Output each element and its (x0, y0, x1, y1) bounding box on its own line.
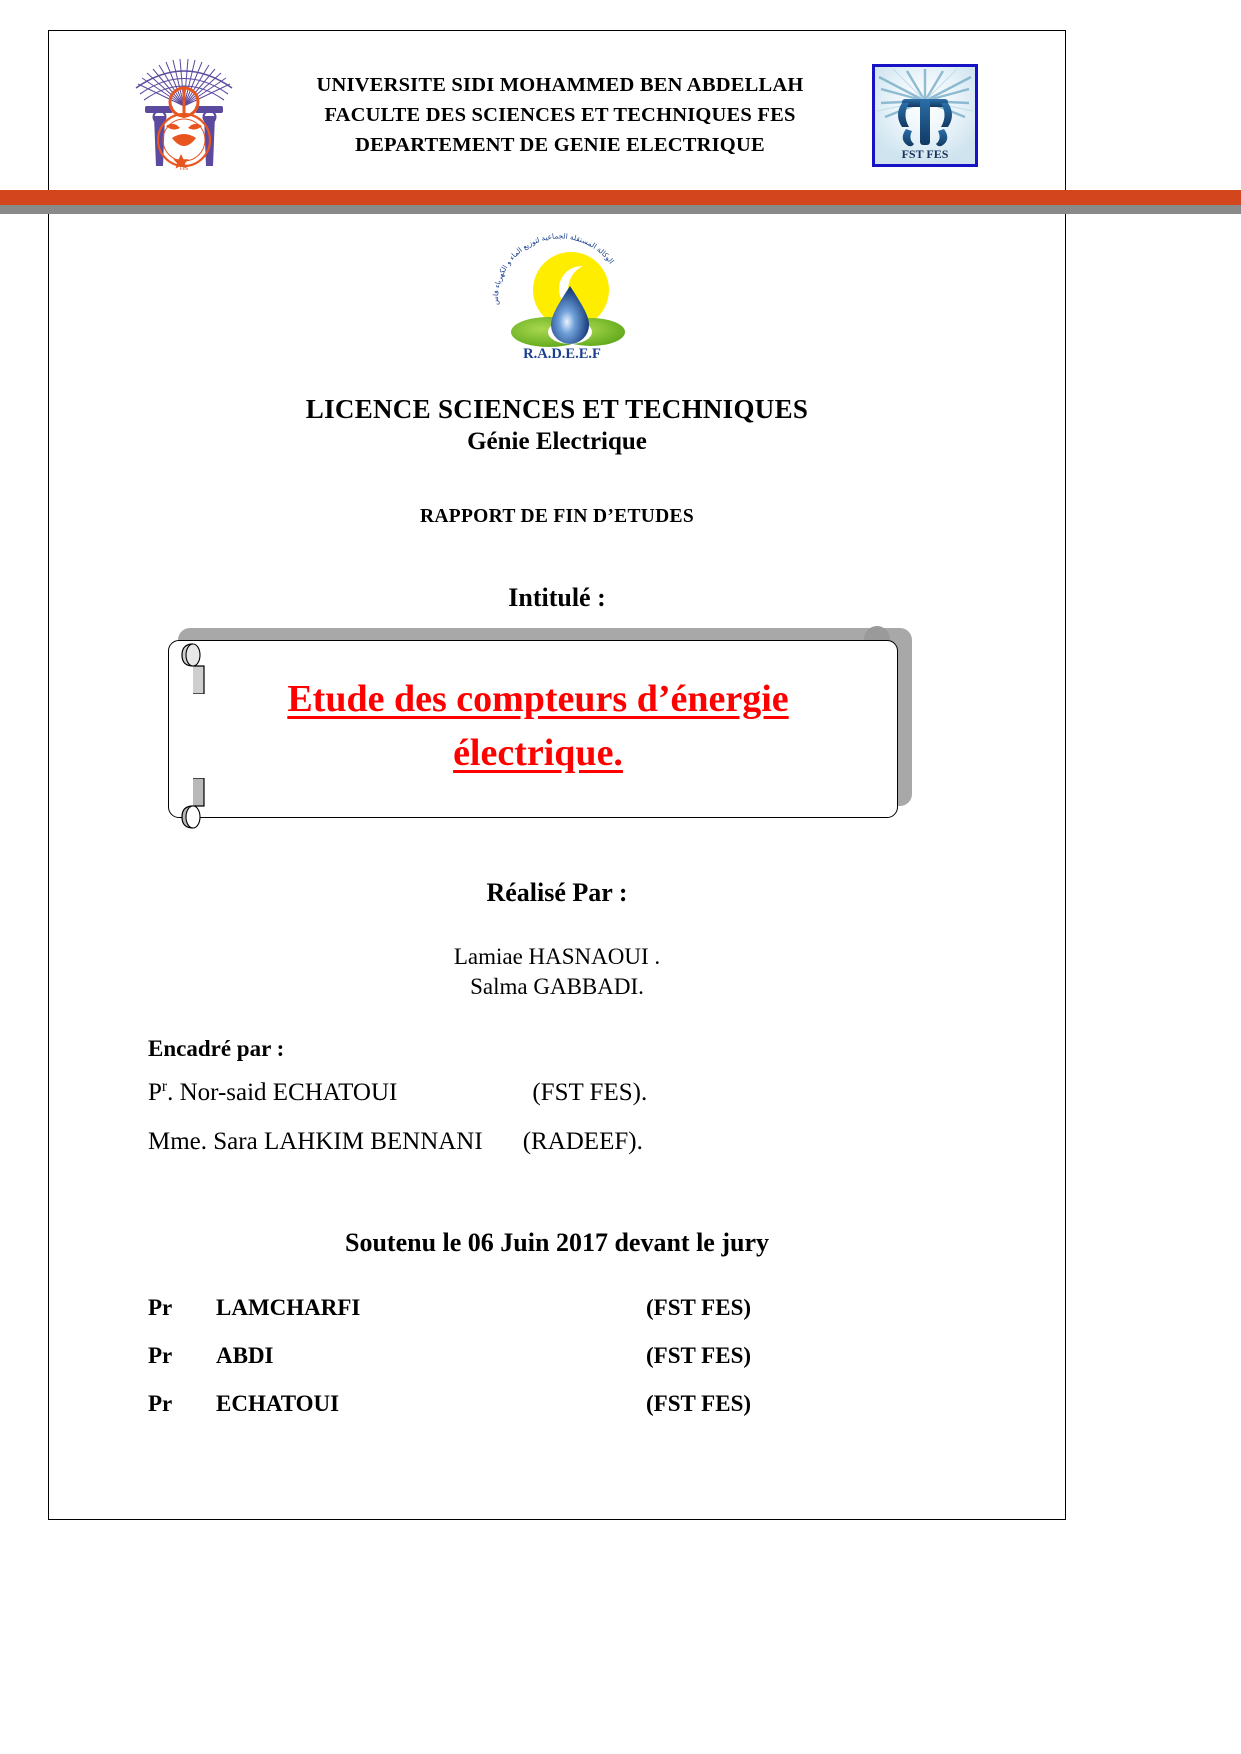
radeef-arabic-text: الوكالة المستقلة الجماعية لتوزيع الماء و الكهرباء فاس (490, 231, 616, 306)
report-title-line1: Etude des compteurs d’énergie (287, 678, 789, 720)
supervisor-row-2 (148, 1128, 643, 1156)
supervisor-1-title-sup: r (161, 1078, 168, 1095)
supervisor-1-affiliation: (FST FES). (532, 1079, 648, 1107)
jury-3-name: ECHATOUI (216, 1391, 340, 1416)
degree-heading: LICENCE SCIENCES ET TECHNIQUES (305, 394, 809, 424)
radeef-logo (487, 228, 637, 363)
jury-3-rank: Pr (148, 1391, 173, 1416)
institution-title-block (250, 70, 870, 160)
table-row (148, 1332, 918, 1380)
supervisor-row-1 (148, 1078, 647, 1107)
specialty-heading: Génie Electrique (467, 428, 647, 455)
realized-by-label: Réalisé Par : (486, 878, 628, 907)
scroll-roll-top-left (180, 642, 206, 694)
report-type-heading: RAPPORT DE FIN D’ETUDES (419, 506, 694, 527)
jury-3-affiliation: (FST FES) (646, 1391, 752, 1416)
band-gray-stripe (0, 205, 1241, 214)
report-title-block (208, 672, 868, 780)
header-line-faculty: FACULTE DES SCIENCES ET TECHNIQUES FES (324, 104, 796, 126)
title-scroll-banner (168, 628, 912, 828)
decorative-band (0, 190, 1241, 214)
supervisor-2-name: . Sara LAHKIM BENNANI (200, 1128, 483, 1155)
supervisor-2-affiliation: (RADEEF). (522, 1128, 643, 1155)
jury-1-name: LAMCHARFI (216, 1295, 361, 1320)
scroll-roll-bottom-left (180, 778, 206, 830)
document-header (50, 32, 1064, 187)
report-title-line2: électrique. (453, 732, 623, 774)
jury-1-affiliation: (FST FES) (646, 1295, 752, 1320)
radeef-acronym: R.A.D.E.E.F (523, 346, 601, 362)
header-line-department: DEPARTEMENT DE GENIE ELECTRIQUE (355, 134, 765, 156)
supervisor-2-title: Mme (148, 1128, 201, 1155)
table-row (148, 1380, 918, 1428)
table-row (148, 1284, 918, 1332)
author-1: Lamiae HASNAOUI . (453, 944, 661, 969)
fst-fes-logo (872, 64, 978, 167)
jury-2-rank: Pr (148, 1343, 173, 1368)
author-2: Salma GABBADI. (470, 974, 644, 999)
supervisor-1-title: P (148, 1079, 162, 1107)
university-emblem-logo (128, 54, 240, 172)
defense-heading: Soutenu le 06 Juin 2017 devant le jury (345, 1228, 769, 1257)
authors-list (50, 942, 1064, 1002)
svg-text:FES: FES (179, 167, 189, 172)
jury-2-affiliation: (FST FES) (646, 1343, 752, 1368)
supervisor-1-name: . Nor-said ECHATOUI (167, 1079, 398, 1107)
supervised-by-label: Encadré par : (148, 1036, 285, 1061)
band-orange-stripe (0, 190, 1241, 205)
fst-logo-label: FST FES (901, 147, 949, 161)
intitule-label: Intitulé : (508, 583, 606, 612)
jury-table (148, 1284, 918, 1428)
jury-1-rank: Pr (148, 1295, 173, 1320)
header-line-university: UNIVERSITE SIDI MOHAMMED BEN ABDELLAH (316, 74, 804, 96)
jury-2-name: ABDI (216, 1343, 274, 1368)
